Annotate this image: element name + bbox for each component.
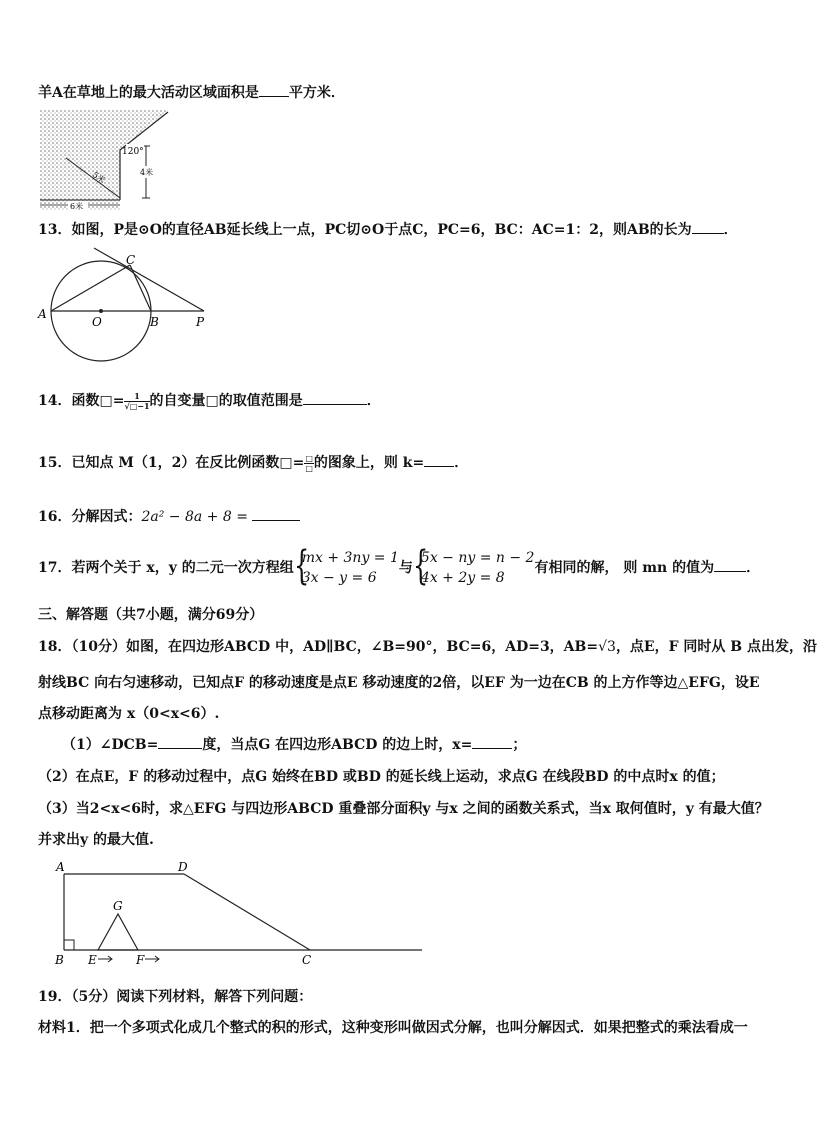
q16-blank	[252, 508, 300, 521]
q15-blank	[424, 454, 454, 467]
q17-pre: 17．若两个关于 x，y 的二元一次方程组	[38, 560, 294, 576]
q14-box2: □	[205, 393, 219, 409]
q13-blank	[692, 221, 724, 234]
fig18-a-label: A	[56, 860, 65, 874]
figure-12-grass	[40, 110, 172, 210]
q15-den: □	[305, 462, 313, 473]
q12-unit: 平方米．	[288, 85, 345, 101]
q14-blank	[303, 392, 367, 405]
q13-end: ．	[723, 222, 738, 238]
angle-label: 120°	[122, 147, 144, 157]
q14-text	[38, 390, 381, 411]
q18-sqrt: √3	[598, 639, 616, 655]
q13-text	[38, 219, 738, 239]
q17-sys1b: 3x − y = 6	[301, 570, 377, 586]
len5-label: 5米	[90, 170, 107, 186]
q18-line1	[38, 636, 817, 656]
fig18-b-label: B	[55, 953, 64, 967]
fig18-g-label: G	[113, 899, 123, 913]
q17-sys2b: 4x + 2y = 8	[420, 570, 505, 586]
q17-mid: 与	[398, 560, 413, 576]
q15-eq: =	[292, 455, 305, 471]
len4-label: 4米	[140, 168, 154, 177]
q12-text	[38, 82, 345, 102]
q19-line2: 材料1．把一个多项式化成几个整式的积的形式，这种变形叫做因式分解，也叫分解因式．如果把整式的乘法看成一	[38, 1020, 748, 1036]
q14-num: 1	[124, 392, 149, 402]
q16-pre: 16．分解因式：	[38, 509, 142, 525]
fig18-f-label: F	[136, 953, 145, 967]
fig18-c-label: C	[302, 953, 312, 967]
q13-body: 13．如图，P是⊙O的直径AB延长线上一点，PC切⊙O于点C，PC=6，BC：AC=1：2，则AB的长为	[38, 222, 692, 238]
q18-line1b: ，点E，F 同时从 B 点出发，沿	[615, 639, 817, 655]
q12-blank	[259, 84, 289, 97]
q17-system1: { mx + 3ny = 1 3x − y = 6	[293, 543, 399, 589]
q14-box1: □	[99, 393, 113, 409]
q15-num: □	[305, 452, 313, 463]
q18-line3: 点移动距离为 x（0<x<6）.	[38, 706, 220, 722]
q18-sub1a: （1）∠DCB=	[62, 737, 159, 753]
q17-post: 有相同的解， 则 mn 的值为	[534, 560, 715, 576]
q14-mid: 的自变量	[149, 393, 206, 409]
q15-fraction	[304, 454, 314, 473]
q19-line1: 19．（5分）阅读下列材料，解答下列问题：	[38, 989, 313, 1005]
q14-fraction	[124, 392, 149, 411]
q15-pre: 15．已知点 M（1，2）在反比例函数	[38, 455, 280, 471]
point-b-label: B	[150, 315, 159, 329]
q15-box: □	[279, 455, 293, 471]
point-c-label: C	[126, 253, 136, 267]
q18-sub1	[62, 734, 526, 754]
q14-den: √□−1	[124, 400, 150, 411]
q15-text	[38, 452, 468, 473]
len6-label: 6米	[70, 202, 84, 211]
q18-line1-text: 18．（10分）如图，在四边形ABCD 中，AD∥BC，∠B=90°，BC=6，AD=3，AB=	[38, 639, 599, 655]
section-three-heading: 三、解答题（共7小题，满分69分）	[38, 607, 264, 623]
q14-end: ．	[366, 393, 381, 409]
q18-sub1c: ；	[512, 737, 527, 753]
q18-sub1-blank1	[158, 736, 202, 749]
q17-blank	[714, 559, 746, 572]
q14-pre: 14．函数	[38, 393, 100, 409]
q18-sub3: （3）当2<x<6时，求△EFG 与四边形ABCD 重叠部分面积y 与x 之间的函数关系式，当x 取何值时，y 有最大值？	[38, 801, 769, 817]
q12-tail: 羊A在草地上的最大活动区域面积是	[38, 85, 259, 101]
q17-end: ．	[746, 560, 761, 576]
q15-post: 的图象上，则 k=	[313, 455, 425, 471]
q17-text	[38, 543, 761, 589]
q17-sys1a: mx + 3ny = 1	[301, 550, 399, 566]
q16-expr: 2a² − 8a + 8 =	[141, 509, 248, 525]
q14-eq: =	[112, 393, 125, 409]
figure-18-quadrilateral	[50, 856, 430, 968]
q18-sub3b: 并求出y 的最大值.	[38, 832, 154, 848]
figure-13-circle	[34, 244, 214, 334]
q17-sys2a: 5x − ny = n − 2	[420, 550, 535, 566]
q18-sub2: （2）在点E，F 的移动过程中，点G 始终在BD 或BD 的延长线上运动，求点G 在线段BD 的中点时x 的值；	[38, 769, 725, 785]
q17-system2: { 5x − ny = n − 2 4x + 2y = 8	[412, 543, 535, 589]
q18-line2: 射线BC 向右匀速移动，已知点F 的移动速度是点E 移动速度的2倍，以EF 为一边在CB 的上方作等边△EFG，设E	[38, 675, 760, 691]
point-o-label: O	[92, 315, 102, 329]
fig18-d-label: D	[178, 860, 188, 874]
fig18-e-label: E	[88, 953, 97, 967]
point-a-label: A	[38, 307, 47, 321]
q14-post: 的取值范围是	[218, 393, 303, 409]
point-p-label: P	[196, 315, 205, 329]
q18-sub1b: 度，当点G 在四边形ABCD 的边上时，x=	[202, 737, 473, 753]
q15-end: ．	[454, 455, 469, 471]
q18-sub1-blank2	[472, 736, 512, 749]
q16-text	[38, 506, 300, 526]
